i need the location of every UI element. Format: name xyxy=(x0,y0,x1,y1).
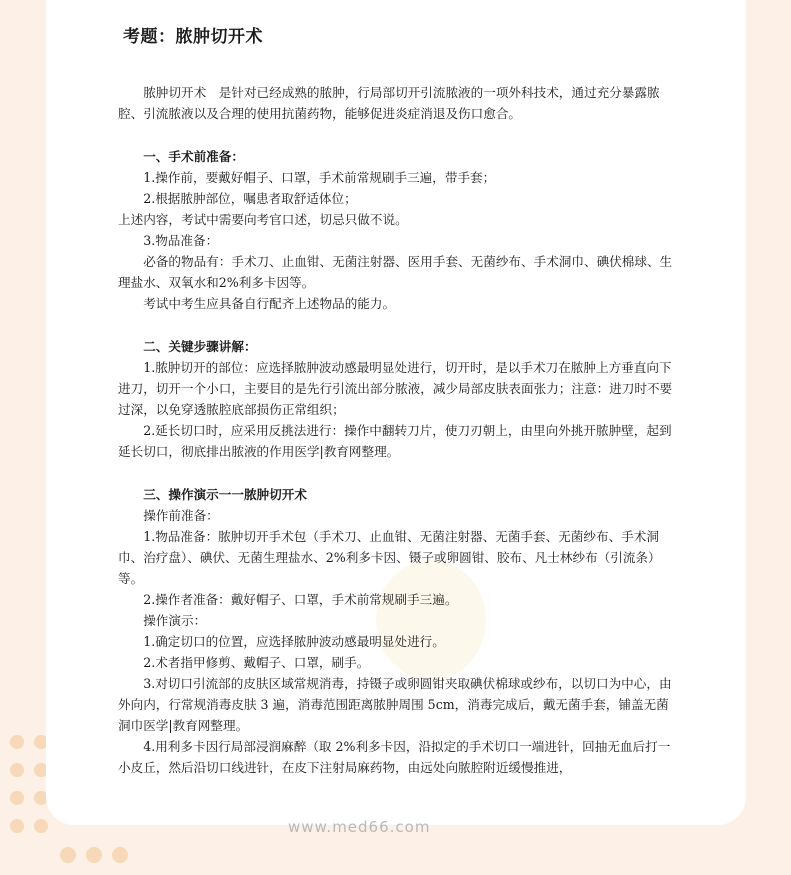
paragraph-line: 考试中考生应具备自行配齐上述物品的能力。 xyxy=(143,296,396,311)
section-key-steps xyxy=(118,336,678,462)
paragraph-line: 2.操作者准备：戴好帽子、口罩，手术前常规刷手三遍。 xyxy=(143,592,458,607)
document-card xyxy=(46,0,746,836)
intro-paragraph: 脓肿切开术 是针对已经成熟的脓肿，行局部切开引流脓液的一项外科技术，通过充分暴露脓腔、引流脓液以及合理的使用抗菌药物，能够促进炎症消退及伤口愈合。 xyxy=(118,85,660,121)
site-watermark: www.med66.com xyxy=(288,818,431,836)
paragraph-line: 必备的物品有：手术刀、止血钳、无菌注射器、医用手套、无菌纱布、手术洞巾、碘伏棉球、生理盐水、双氧水和2%利多卡因等。 xyxy=(118,254,673,290)
paragraph-line: 1.脓肿切开的部位：应选择脓肿波动感最明显处进行，切开时，是以手术刀在脓肿上方垂直向下进刀，切开一个小口，主要目的是先行引流出部分脓液，减少局部皮肤表面张力；注意：进刀时不要过深，以免穿透脓腔底部损伤正常组织； xyxy=(118,360,673,417)
paragraph-line: 2.延长切口时，应采用反挑法进行：操作中翻转刀片，使刀刃朝上，由里向外挑开脓肿壁，起到延长切口，彻底排出脓液的作用医学|教育网整理。 xyxy=(118,423,672,459)
document-body xyxy=(118,82,678,778)
paragraph-line: 操作演示： xyxy=(143,613,207,628)
section-heading: 三、操作演示一一脓肿切开术 xyxy=(143,487,307,502)
paragraph-line: 4.用利多卡因行局部浸润麻醉（取 2%利多卡因，沿拟定的手术切口一端进针，回抽无血后打一小皮丘，然后沿切口线进针，在皮下注射局麻药物，由远处向脓腔附近缓慢推进， xyxy=(118,739,671,775)
paragraph-line: 2.根据脓肿部位，嘱患者取舒适体位； xyxy=(143,191,357,206)
paragraph-line: 1.确定切口的位置，应选择脓肿波动感最明显处进行。 xyxy=(143,634,445,649)
paragraph-line: 3.物品准备： xyxy=(143,233,219,248)
paragraph-line: 1.操作前，要戴好帽子、口罩，手术前常规刷手三遍，带手套； xyxy=(143,170,496,185)
paragraph-line: 操作前准备： xyxy=(143,508,219,523)
paragraph-line: 2.术者指甲修剪、戴帽子、口罩，刷手。 xyxy=(143,655,370,670)
paragraph-line: 1.物品准备：脓肿切开手术包（手术刀、止血钳、无菌注射器、无菌手套、无菌纱布、手术洞巾、治疗盘）、碘伏、无菌生理盐水、2%利多卡因、镊子或卵圆钳、胶布、凡士林纱布（引流条）等。 xyxy=(118,529,661,586)
section-heading: 一、手术前准备： xyxy=(143,149,244,164)
paragraph-line: 上述内容，考试中需要向考官口述，切忌只做不说。 xyxy=(118,212,408,227)
page-title: 考题：脓肿切开术 xyxy=(123,27,263,47)
section-heading: 二、关键步骤讲解： xyxy=(143,339,257,354)
section-preparation xyxy=(118,146,678,314)
paragraph-line: 3.对切口引流部的皮肤区域常规消毒，持镊子或卵圆钳夹取碘伏棉球或纱布，以切口为中心，由外向内，行常规消毒皮肤 3 遍，消毒范围距离脓肿周围 5cm，消毒完成后，戴无菌手套，铺盖无菌洞巾医学|教育网整理。 xyxy=(118,676,672,733)
section-demo xyxy=(118,484,678,778)
